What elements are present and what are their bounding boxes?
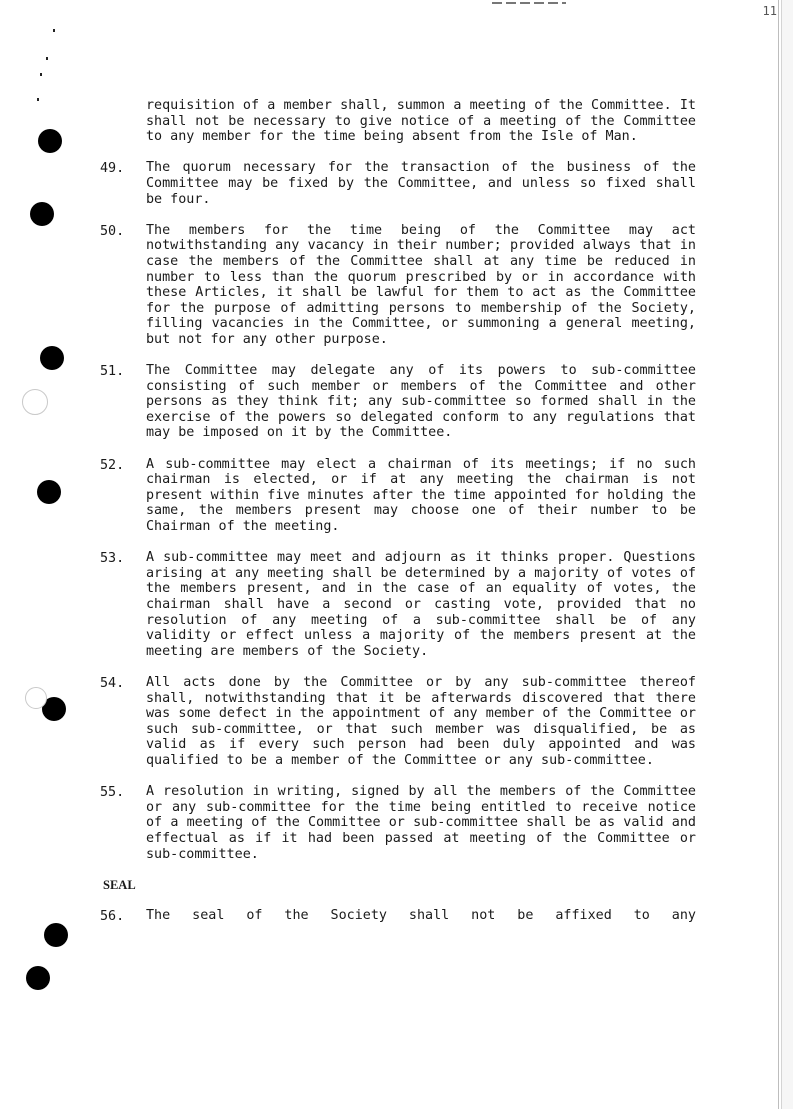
- clause-text: The members for the time being of the Committee may act notwithstanding any vacancy in their number; provided always that in case the members of the Committee shall at any time be reduced in number to less than the quorum prescribed by or in accordance with these Articles, it shall be lawful for them to act as the Committee for the purpose of admitting persons to membership of the Society, filling vacancies in the Committee, or summoning a general meeting, but not for any other purpose.: [146, 222, 696, 347]
- clause-number: 56.: [100, 909, 125, 925]
- clause-53: [96, 550, 696, 659]
- clause-number: 53.: [100, 551, 125, 567]
- clause-text: requisition of a member shall, summon a meeting of the Committee. It shall not be necessary to give notice of a meeting of the Committee to any member for the time being absent from the Isle of Man.: [146, 98, 696, 145]
- clause-text: All acts done by the Committee or by any sub-committee thereof shall, notwithstanding that it be afterwards discovered that there was some defect in the appointment of any member of the Committee or such sub-committee, or that such member was disqualified, be as valid as if every such person had been duly appointed and was qualified to be a member of the Committee or any sub-committee.: [146, 674, 696, 768]
- clause-text: The quorum necessary for the transaction of the business of the Committee may be fixed by the Committee, and unless so fixed shall be four.: [146, 160, 696, 207]
- scan-speck: [40, 73, 42, 76]
- punch-hole: [37, 480, 61, 504]
- clause-number: 54.: [100, 675, 125, 691]
- scan-speck: [53, 29, 55, 32]
- punch-hole: [26, 966, 50, 990]
- clause-56: [96, 908, 696, 924]
- scan-speck: [37, 98, 39, 101]
- punch-hole: [30, 202, 54, 226]
- page-edge-shadow: [781, 0, 793, 1109]
- punch-hole: [44, 923, 68, 947]
- clause-55: [96, 784, 696, 862]
- clause-52: [96, 457, 696, 535]
- scan-speck: [46, 57, 48, 60]
- clause-text: The seal of the Society shall not be affixed to any: [146, 908, 696, 924]
- punch-hole-ghost: [25, 687, 47, 709]
- clause-50: [96, 223, 696, 348]
- scan-mark: [492, 2, 566, 4]
- clause-number: 51.: [100, 364, 125, 380]
- punch-hole: [38, 129, 62, 153]
- clause-text: A sub-committee may elect a chairman of its meetings; if no such chairman is elected, or if at any meeting the chairman is not present within five minutes after the time appointed for holding the same, the members present may choose one of their number to be Chairman of the meeting.: [146, 456, 696, 535]
- clause-number: 49.: [100, 161, 125, 177]
- punch-hole-ghost: [22, 389, 48, 415]
- page-number: 11: [762, 4, 777, 18]
- section-heading: SEAL: [103, 877, 136, 892]
- clause-51: [96, 363, 696, 441]
- clause-text: The Committee may delegate any of its powers to sub-committee consisting of such member or members of the Committee and other persons as they think fit; any sub-committee so formed shall in the exercise of the powers so delegated conform to any regulations that may be imposed on it by the Committee.: [146, 363, 696, 441]
- punch-hole: [40, 346, 64, 370]
- clause-continued: [96, 98, 696, 145]
- clause-number: 52.: [100, 457, 125, 473]
- clause-54: [96, 675, 696, 769]
- clause-text: A sub-committee may meet and adjourn as it thinks proper. Questions arising at any meeting shall be determined by a majority of votes of the members present, and in the case of an equality of votes, the chairman shall have a second or casting vote, provided that no resolution of any meeting of a sub-committee shall be of any validity or effect unless a majority of the members present at the meeting are members of the Society.: [146, 550, 696, 659]
- clause-text: A resolution in writing, signed by all the members of the Committee or any sub-committee for the time being entitled to receive notice of a meeting of the Committee or sub-committee shall be as valid and effectual as if it had been passed at meeting of the Committee or sub-committee.: [146, 784, 696, 862]
- document-body: [96, 98, 696, 939]
- clause-49: [96, 160, 696, 207]
- clause-number: 55.: [100, 785, 125, 801]
- clause-number: 50.: [100, 223, 125, 239]
